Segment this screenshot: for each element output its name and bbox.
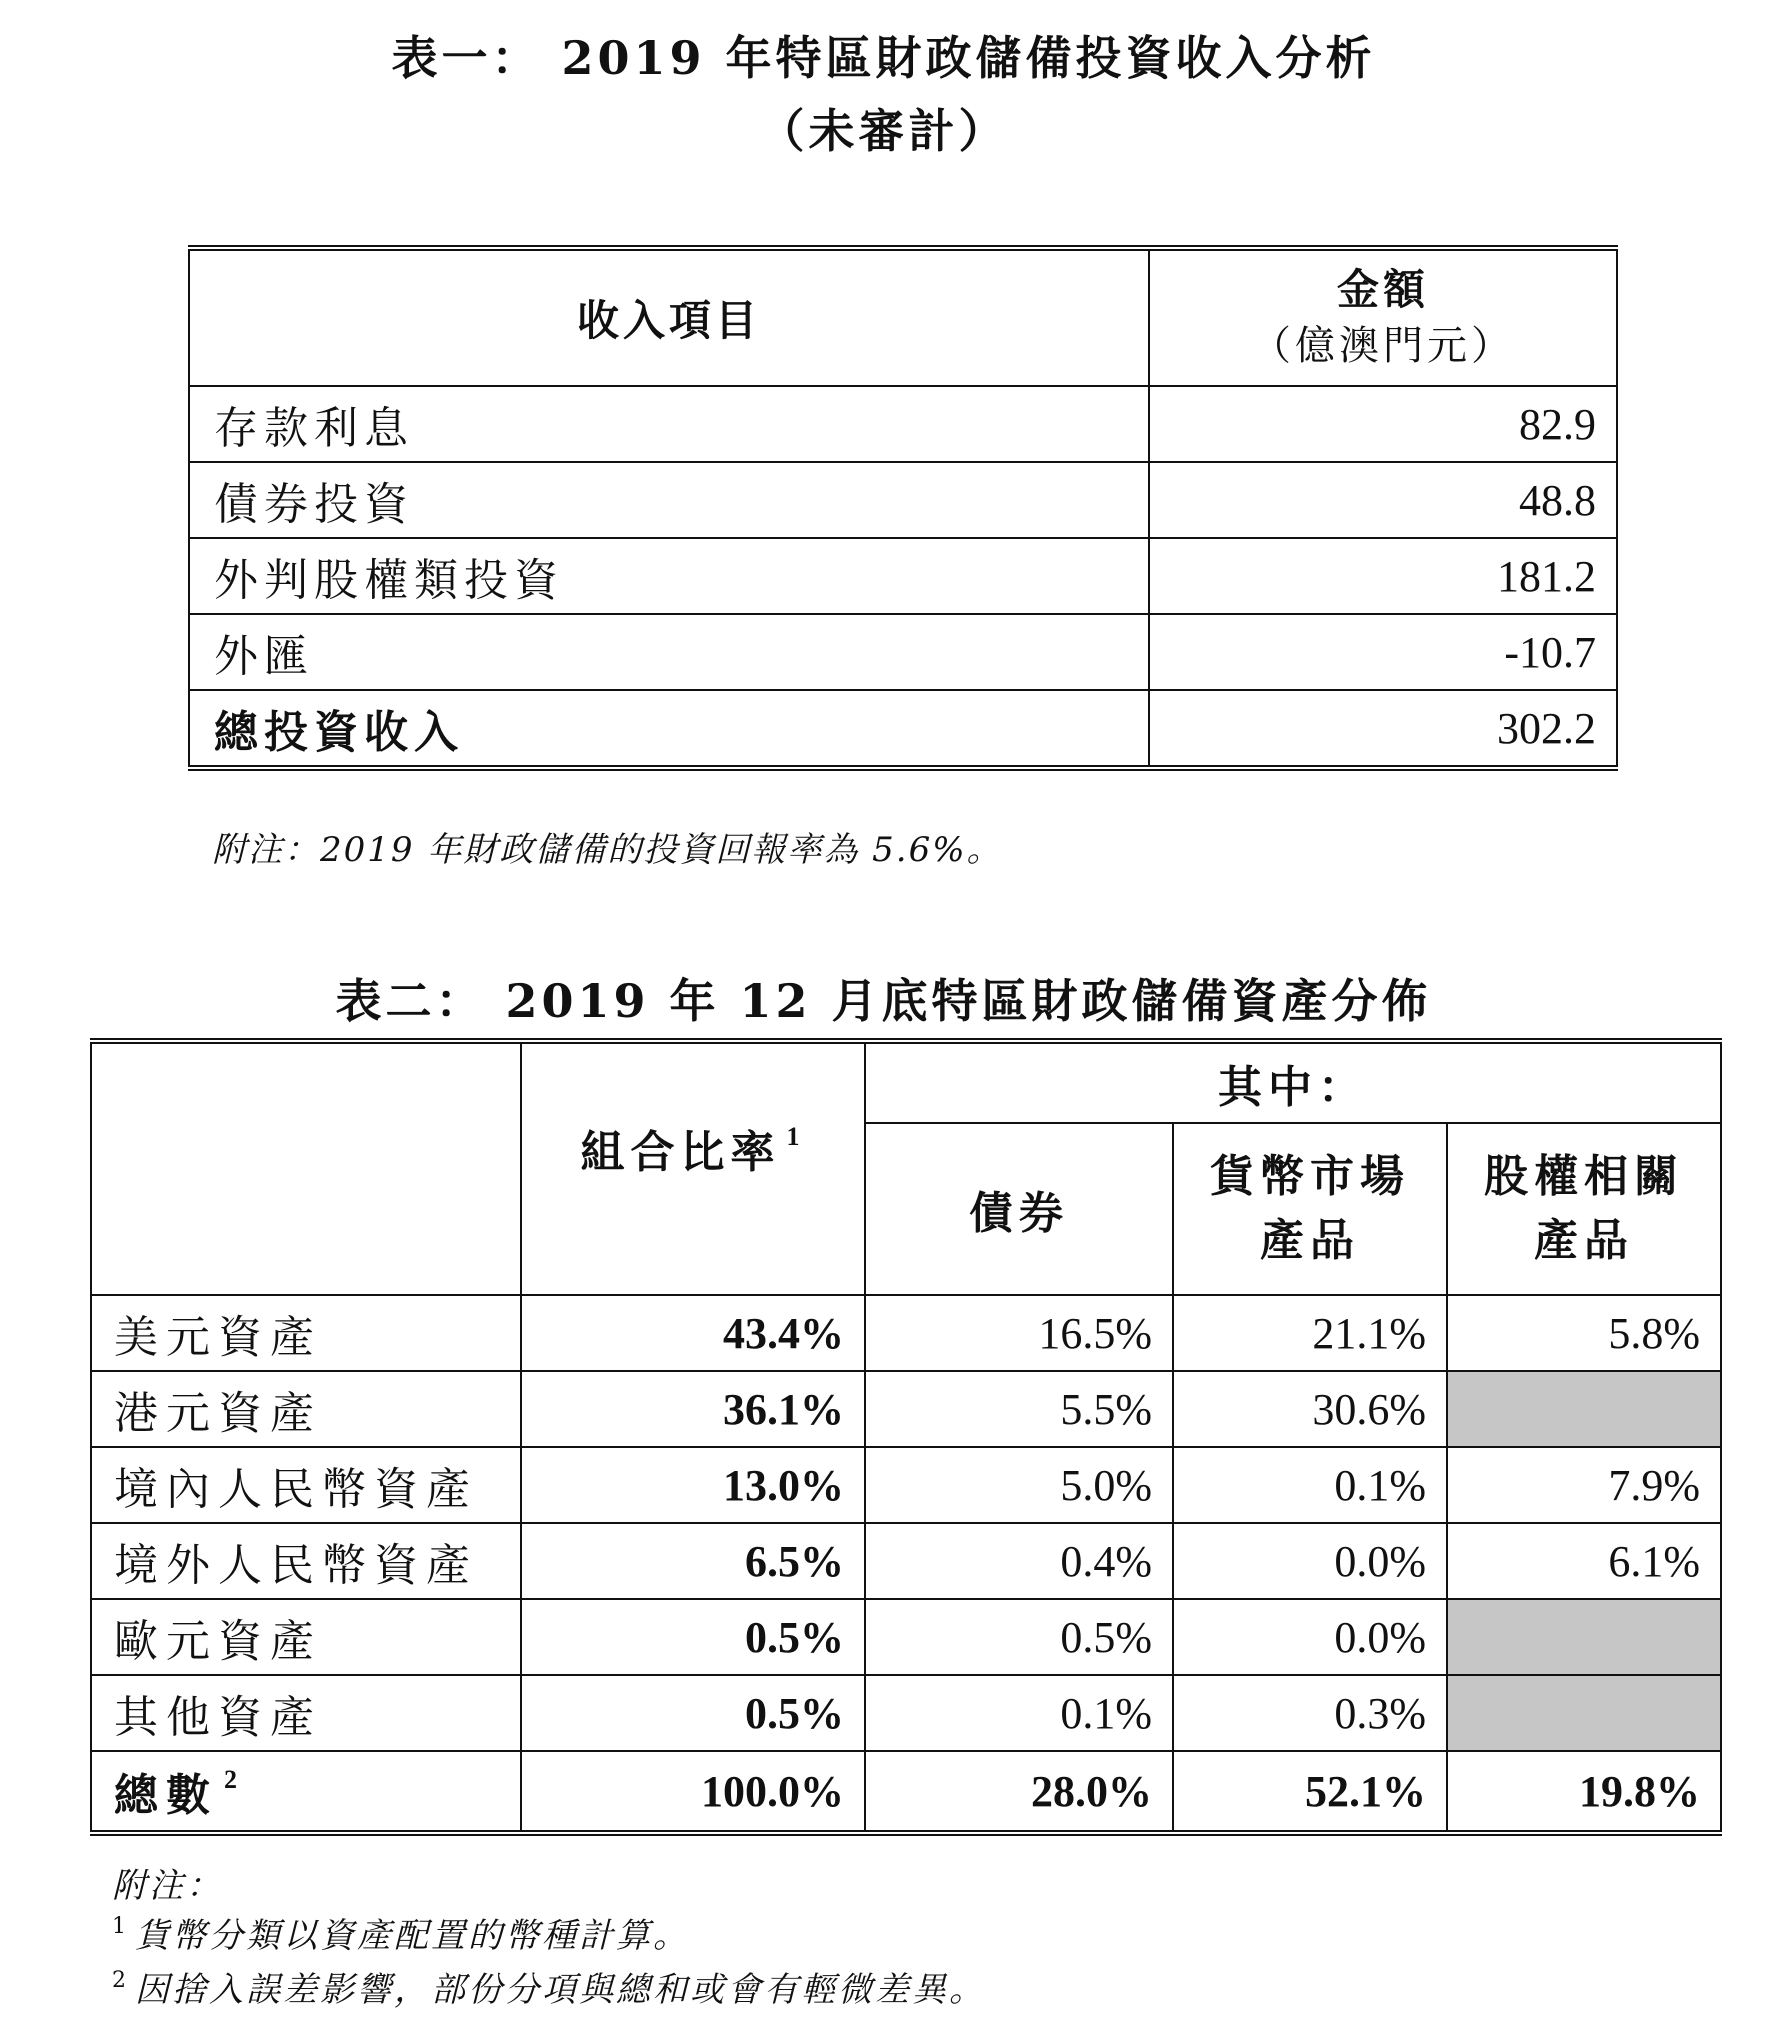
table1-title: 表一： 2019 年特區財政儲備投資收入分析 (391, 31, 1376, 85)
row-money: 30.6% (1173, 1371, 1447, 1447)
row-ratio: 13.0% (521, 1447, 865, 1523)
row-bonds: 0.4% (865, 1523, 1173, 1599)
total-label (91, 1751, 521, 1833)
row-bonds: 5.5% (865, 1371, 1173, 1447)
total-value: 302.2 (1149, 690, 1617, 768)
row-ratio: 0.5% (521, 1599, 865, 1675)
table-row (91, 1523, 1721, 1599)
row-bonds: 16.5% (865, 1295, 1173, 1371)
row-value: 181.2 (1149, 538, 1617, 614)
row-money: 0.3% (1173, 1675, 1447, 1751)
table1-subtitle: （未審計） (758, 104, 1009, 158)
row-equity-empty (1447, 1599, 1721, 1675)
header-ratio-label: 組合比率 (580, 1127, 781, 1178)
row-label: 歐元資產 (91, 1599, 521, 1675)
row-label: 美元資產 (91, 1295, 521, 1371)
header-equity-line2: 產品 (1534, 1215, 1635, 1266)
footnote-mark-2: 2 (224, 1765, 245, 1794)
row-equity-empty (1447, 1675, 1721, 1751)
row-bonds: 5.0% (865, 1447, 1173, 1523)
header-of-which: 其中： (865, 1041, 1721, 1123)
footnote-mark-1: 1 (786, 1122, 806, 1151)
table-row (189, 462, 1617, 538)
table-row (91, 1371, 1721, 1447)
row-label: 港元資產 (91, 1371, 521, 1447)
row-label: 外判股權類投資 (189, 538, 1149, 614)
header-money-market-line2: 產品 (1260, 1215, 1360, 1266)
row-money: 21.1% (1173, 1295, 1447, 1371)
row-ratio: 43.4% (521, 1295, 865, 1371)
header-money-market (1173, 1123, 1447, 1295)
table1-note: 附注：2019 年財政儲備的投資回報率為 5.6%。 (212, 830, 1003, 870)
total-label-text: 總數 (114, 1770, 218, 1821)
row-ratio: 0.5% (521, 1675, 865, 1751)
table2-title: 表二： 2019 年 12 月底特區財政儲備資產分佈 (335, 974, 1432, 1028)
total-row (189, 690, 1617, 768)
header-ratio (521, 1041, 865, 1295)
header-amount-unit: （億澳門元） (1251, 323, 1515, 369)
row-money: 0.1% (1173, 1447, 1447, 1523)
income-table (188, 245, 1618, 771)
header-amount (1149, 248, 1617, 386)
note-1-mark: 1 (112, 1914, 129, 1939)
row-ratio: 36.1% (521, 1371, 865, 1447)
row-bonds: 0.1% (865, 1675, 1173, 1751)
row-equity: 5.8% (1447, 1295, 1721, 1371)
header-amount-label: 金額 (1336, 265, 1429, 314)
row-equity: 7.9% (1447, 1447, 1721, 1523)
table1-header-row (189, 248, 1617, 386)
row-label: 債券投資 (189, 462, 1149, 538)
row-value: 82.9 (1149, 386, 1617, 462)
total-label: 總投資收入 (189, 690, 1149, 768)
row-bonds: 0.5% (865, 1599, 1173, 1675)
row-value: 48.8 (1149, 462, 1617, 538)
total-money: 52.1% (1173, 1751, 1447, 1833)
table2-note-1 (112, 1908, 690, 1957)
note-2-text: 因捨入誤差影響，部份分項與總和或會有輕微差異。 (135, 1970, 986, 2010)
note-2-mark: 2 (112, 1968, 129, 1993)
row-money: 0.0% (1173, 1523, 1447, 1599)
row-equity-empty (1447, 1371, 1721, 1447)
header-equity-line1: 股權相關 (1484, 1151, 1685, 1202)
row-ratio: 6.5% (521, 1523, 865, 1599)
table-row (91, 1295, 1721, 1371)
table-row (91, 1599, 1721, 1675)
total-ratio: 100.0% (521, 1751, 865, 1833)
table-row (189, 614, 1617, 690)
total-row (91, 1751, 1721, 1833)
row-money: 0.0% (1173, 1599, 1447, 1675)
row-value: -10.7 (1149, 614, 1617, 690)
table-row (91, 1675, 1721, 1751)
header-income-item: 收入項目 (189, 248, 1149, 386)
row-label: 其他資產 (91, 1675, 521, 1751)
row-label: 境外人民幣資產 (91, 1523, 521, 1599)
row-label: 外匯 (189, 614, 1149, 690)
table-row (91, 1447, 1721, 1523)
total-bonds: 28.0% (865, 1751, 1173, 1833)
table-row (189, 386, 1617, 462)
header-bonds: 債券 (865, 1123, 1173, 1295)
header-blank (91, 1041, 521, 1295)
table2-note-2 (112, 1962, 986, 2011)
header-equity (1447, 1123, 1721, 1295)
total-equity: 19.8% (1447, 1751, 1721, 1833)
header-money-market-line1: 貨幣市場 (1210, 1151, 1410, 1202)
row-equity: 6.1% (1447, 1523, 1721, 1599)
asset-distribution-table (90, 1038, 1722, 1836)
table2-notes-heading: 附注： (112, 1866, 223, 1906)
row-label: 存款利息 (189, 386, 1149, 462)
table-row (189, 538, 1617, 614)
row-label: 境內人民幣資產 (91, 1447, 521, 1523)
note-1-text: 貨幣分類以資產配置的幣種計算。 (135, 1916, 690, 1956)
table2-header-row-1 (91, 1041, 1721, 1123)
